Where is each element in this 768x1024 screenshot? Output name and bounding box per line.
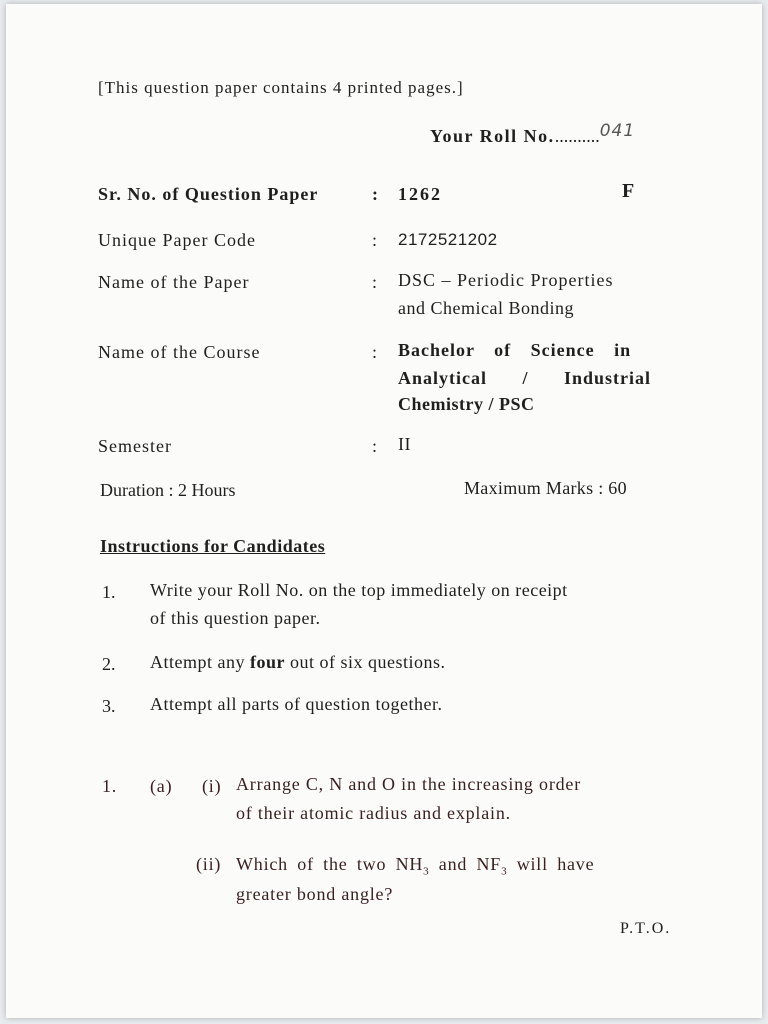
- course-name-value-line2: Analytical / Industrial: [398, 368, 652, 388]
- semester-colon: :: [372, 436, 378, 456]
- question-1a-ii-mid: and NF: [429, 854, 502, 874]
- instructions-title: Instructions for Candidates: [100, 536, 326, 556]
- question-1a-ii-line1: [236, 854, 594, 878]
- question-1a-ii-label: (ii): [196, 854, 222, 874]
- sr-no-value: 1262: [398, 184, 442, 204]
- instruction-2-number: 2.: [102, 654, 116, 674]
- question-1a-ii-line2: greater bond angle?: [236, 884, 394, 904]
- paper-code-value: 2172521202: [398, 230, 498, 249]
- paper-code-label: Unique Paper Code: [98, 230, 256, 250]
- instruction-2-pre: Attempt any: [150, 652, 250, 672]
- course-name-colon: :: [372, 342, 378, 362]
- question-1-number: 1.: [102, 776, 118, 796]
- instruction-1-line1: Write your Roll No. on the top immediately on receipt: [150, 580, 568, 600]
- question-1a-i-line2: of their atomic radius and explain.: [236, 803, 511, 823]
- paper-name-colon: :: [372, 272, 378, 292]
- paper-name-value-line2: and Chemical Bonding: [398, 298, 574, 318]
- question-1a-ii-sub1: 3: [423, 865, 430, 878]
- printed-pages-note: [This question paper contains 4 printed pages.]: [98, 78, 464, 97]
- paper-name-value-line1: DSC – Periodic Properties: [398, 270, 614, 290]
- question-1a-ii-pre: Which of the two NH: [236, 854, 424, 874]
- sr-no-colon: :: [372, 184, 378, 204]
- question-1a-ii-post: will have: [507, 854, 595, 874]
- semester-value: II: [398, 434, 411, 454]
- instruction-3-number: 3.: [102, 696, 116, 716]
- please-turn-over: P.T.O.: [620, 920, 672, 937]
- semester-label: Semester: [98, 436, 172, 456]
- question-1a-i-line1: Arrange C, N and O in the increasing order: [236, 774, 581, 794]
- paper-set-letter: F: [622, 180, 635, 202]
- instruction-1-line2: of this question paper.: [150, 608, 321, 628]
- roll-number-label: Your Roll No.: [430, 126, 555, 146]
- roll-number-dots: ..........: [554, 126, 600, 146]
- roll-number-line: [430, 121, 636, 147]
- instruction-2-bold: four: [249, 652, 285, 672]
- maximum-marks-text: Maximum Marks : 60: [464, 478, 627, 498]
- course-name-label: Name of the Course: [98, 342, 261, 362]
- course-name-value-line1: Bachelor of Science in: [398, 340, 632, 360]
- instruction-2-text: [150, 652, 446, 673]
- instruction-2-post: out of six questions.: [284, 652, 446, 672]
- question-1-part-a: (a): [150, 776, 173, 796]
- instruction-1-number: 1.: [102, 582, 116, 602]
- paper-name-label: Name of the Paper: [98, 272, 250, 292]
- duration-text: Duration : 2 Hours: [100, 480, 236, 500]
- sr-no-label: Sr. No. of Question Paper: [98, 184, 319, 204]
- instruction-3-text: Attempt all parts of question together.: [150, 694, 443, 714]
- paper-code-colon: :: [372, 230, 378, 250]
- question-1a-ii-sub2: 3: [501, 865, 508, 878]
- question-1a-i-label: (i): [202, 776, 222, 796]
- course-name-value-line3: Chemistry / PSC: [398, 394, 535, 414]
- question-paper-page: [6, 4, 762, 1018]
- roll-number-handwritten: 041: [599, 121, 636, 141]
